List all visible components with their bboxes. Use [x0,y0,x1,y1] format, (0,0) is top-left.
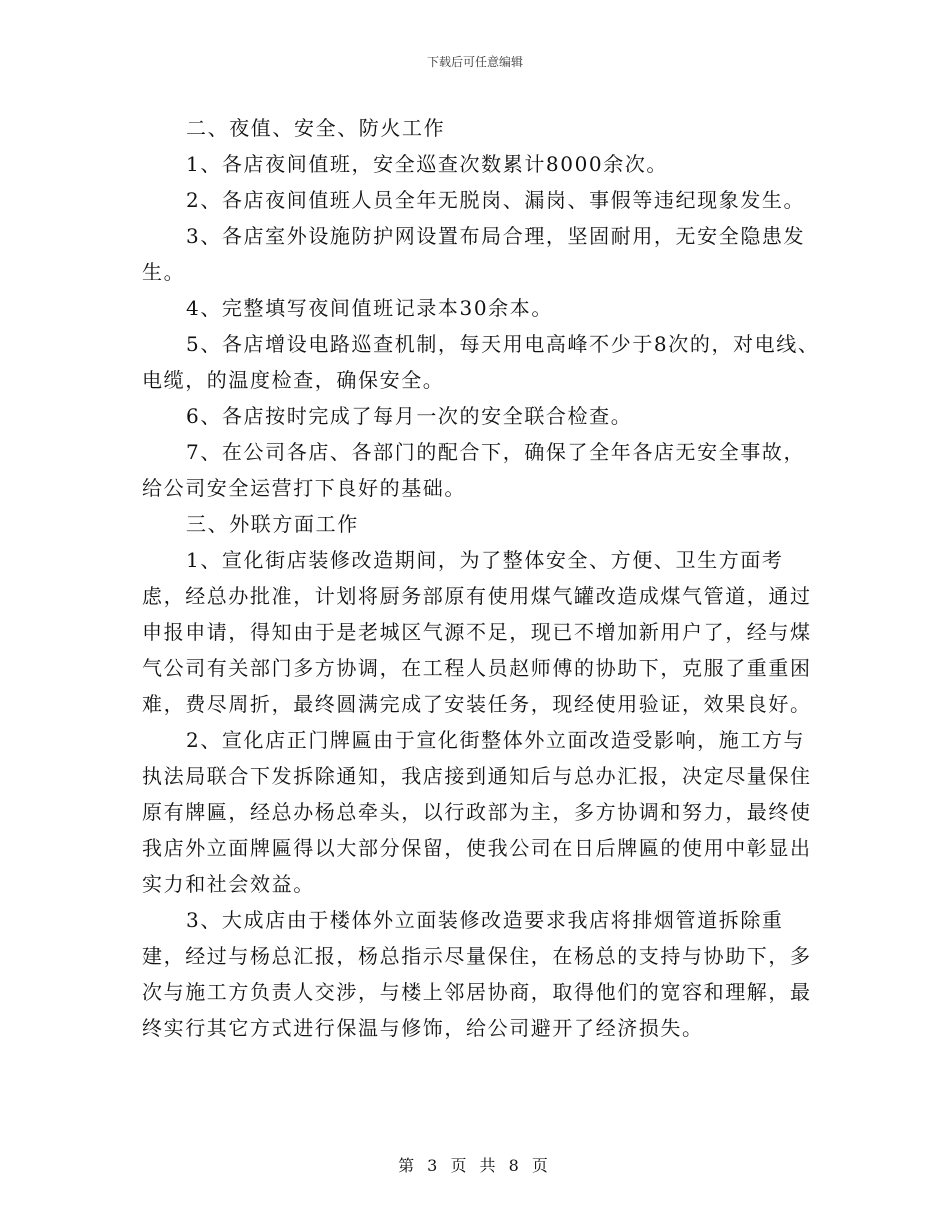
list-item: 1、宣化街店装修改造期间，为了整体安全、方便、卫生方面考虑，经总办批准，计划将厨务部原有使用煤气罐改造成煤气管道，通过申报申请，得知由于是老城区气源不足，现已不增加新用户了，经与煤气公司有关部门多方协调，在工程人员赵师傅的协助下，克服了重重困难，费尽周折，最终圆满完成了安装任务，现经使用验证，效果良好。 [142,548,812,716]
list-item: 5、各店增设电路巡查机制，每天用电高峰不少于8次的，对电线、电缆，的温度检查，确保安全。 [142,332,820,392]
list-item: 6、各店按时完成了每月一次的安全联合检查。 [186,404,633,428]
list-item: 4、完整填写夜间值班记录本30余本。 [186,296,553,320]
list-item: 7、在公司各店、各部门的配合下，确保了全年各店无安全事故，给公司安全运营打下良好的基础。 [142,440,806,500]
list-item: 2、各店夜间值班人员全年无脱岗、漏岗、事假等违纪现象发生。 [186,188,806,212]
list-item: 3、大成店由于楼体外立面装修改造要求我店将排烟管道拆除重建，经过与杨总汇报，杨总指示尽量保住，在杨总的支持与协助下，多次与施工方负责人交涉，与楼上邻居协商，取得他们的宽容和理解，最终实行其它方式进行保温与修饰，给公司避开了经济损失。 [142,908,812,1040]
list-item: 1、各店夜间值班，安全巡查次数累计8000余次。 [186,152,669,176]
page-header: 下载后可任意编辑 [426,55,523,69]
page-footer: 第 3 页 共 8 页 [398,1156,552,1175]
section-heading-external-relations: 三、外联方面工作 [186,512,359,536]
section-heading-night-duty: 二、夜值、安全、防火工作 [186,116,446,140]
list-item: 3、各店室外设施防护网设置布局合理，坚固耐用，无安全隐患发生。 [142,224,806,284]
document-body [142,110,822,1046]
list-item: 2、宣化店正门牌匾由于宣化街整体外立面改造受影响，施工方与执法局联合下发拆除通知，我店接到通知后与总办汇报，决定尽量保住原有牌匾，经总办杨总牵头，以行政部为主，多方协调和努力，最终使我店外立面牌匾得以大部分保留，使我公司在日后牌匾的使用中彰显出实力和社会效益。 [142,728,812,896]
